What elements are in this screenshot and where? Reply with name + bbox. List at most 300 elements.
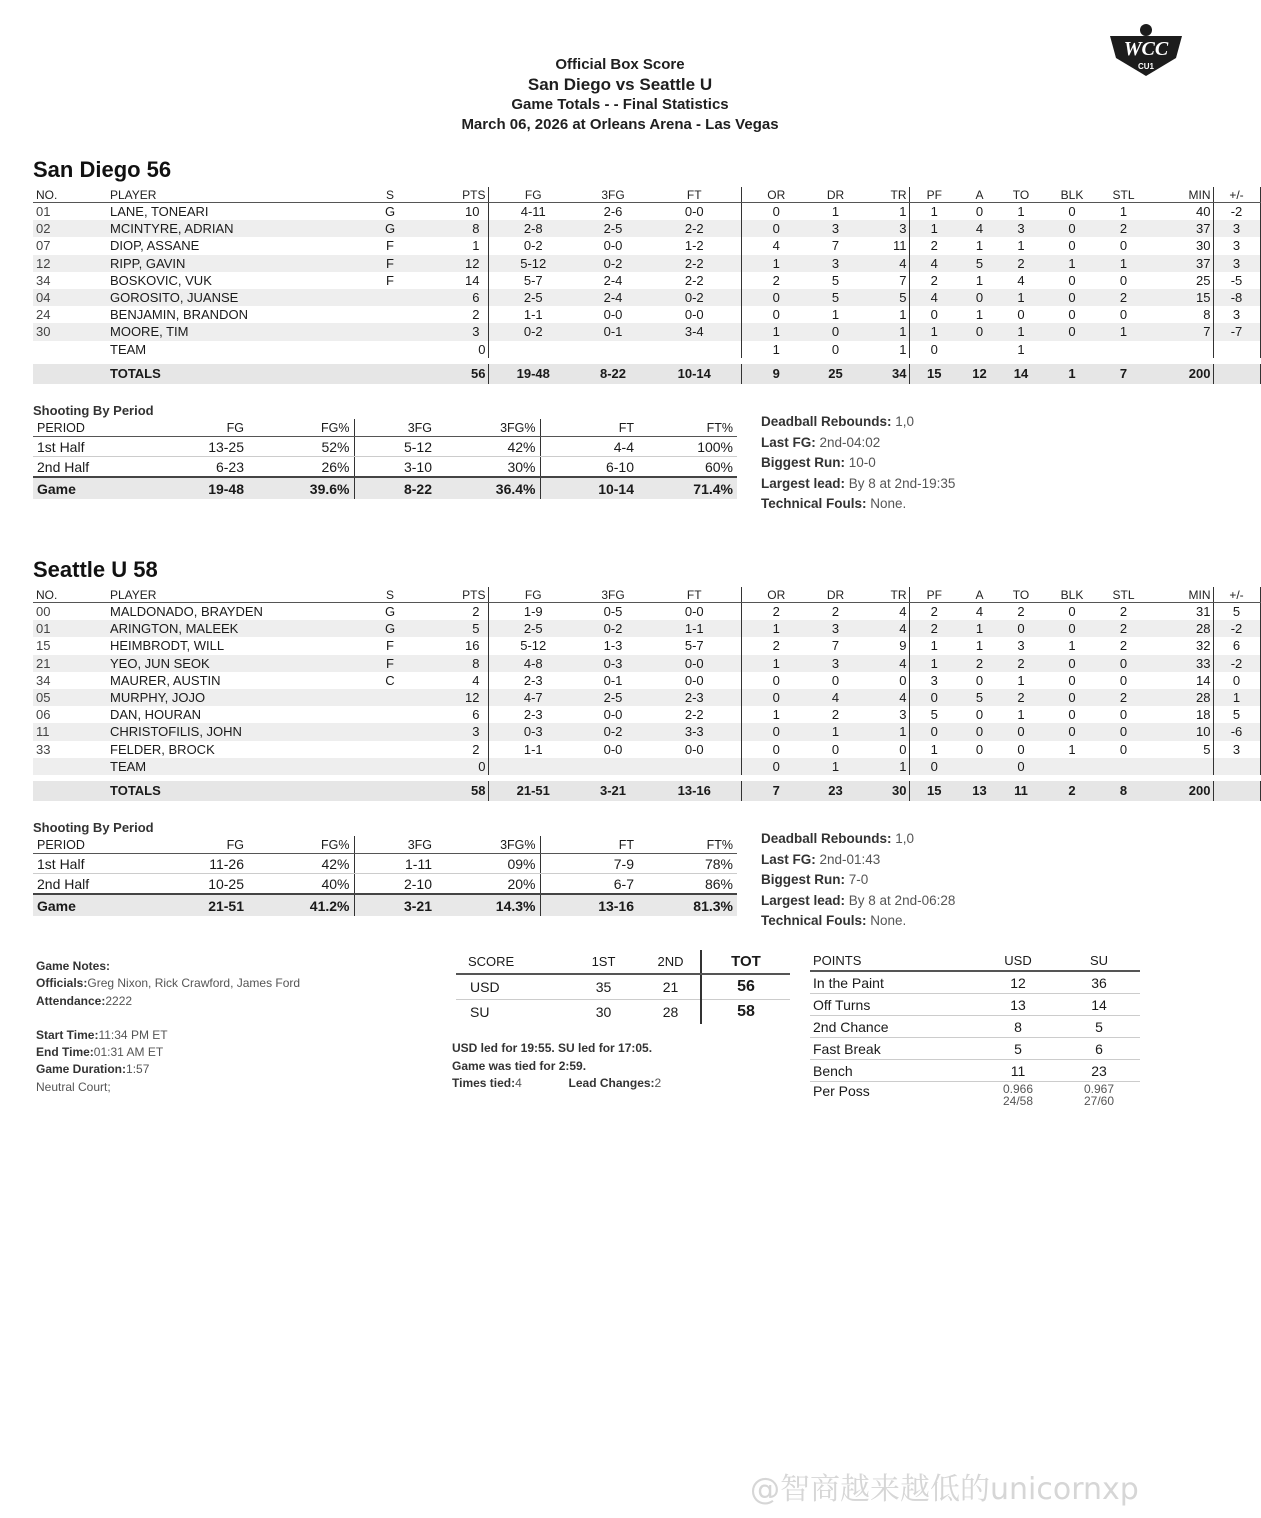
cell-ft: 13-16 xyxy=(648,778,741,801)
team2-box-score xyxy=(33,587,1261,801)
sbp-cell-fg: 6-23 xyxy=(215,458,244,475)
points-header-row xyxy=(810,950,1140,971)
cell-min: 200 xyxy=(1145,361,1213,384)
note-line xyxy=(761,474,955,495)
cell-player: MAURER, AUSTIN xyxy=(110,672,221,688)
cell-3fg xyxy=(578,341,648,361)
cell-no: 12 xyxy=(33,255,88,272)
cell-no: 21 xyxy=(33,655,88,672)
logo-text: WCC xyxy=(1123,38,1169,60)
sbp-header-fg: FG xyxy=(128,836,248,854)
cell-plusminus: 6 xyxy=(1213,637,1260,654)
cell-a: 13 xyxy=(959,778,1000,801)
cell-a: 0 xyxy=(975,204,984,220)
cell-pf: 2 xyxy=(909,620,959,637)
score-team-su: SU xyxy=(470,1004,490,1020)
cell-no: 06 xyxy=(36,707,51,723)
cell-ft: 0-0 xyxy=(648,655,741,672)
cell-fg: 19-48 xyxy=(488,361,578,384)
team1-game-notes xyxy=(761,412,955,515)
cell-pts: 1 xyxy=(420,237,488,254)
player-row xyxy=(33,723,1260,740)
cell-pts: 3 xyxy=(420,723,488,740)
sbp-cell-fg-pct: 52% xyxy=(248,437,354,457)
cell-ft: 0-0 xyxy=(648,603,741,621)
sbp-row xyxy=(33,854,737,874)
cell-fg: 2-3 xyxy=(523,707,543,723)
cell-stl: 7 xyxy=(1102,361,1145,384)
cell-ft: 0-0 xyxy=(648,672,741,689)
cell-to: 2 xyxy=(1000,255,1042,272)
points-value: 13 xyxy=(978,994,1058,1016)
cell-a xyxy=(959,341,1000,361)
cell-min: 5 xyxy=(1145,741,1213,758)
cell-3fg: 2-6 xyxy=(603,204,623,220)
score-header-tot: TOT xyxy=(701,950,790,974)
sbp-game-fg-pct: 41.2% xyxy=(248,894,354,916)
cell-pos: F xyxy=(386,238,394,254)
player-row xyxy=(33,620,1260,637)
sbp-header-3fg-pct: 3FG% xyxy=(436,836,540,854)
report-title: Official Box Score xyxy=(555,56,685,73)
score-su-2nd: 28 xyxy=(662,1004,679,1020)
cell-pf: 2 xyxy=(930,272,938,288)
cell-3fg: 2-4 xyxy=(603,272,623,288)
cell-min: 10 xyxy=(1145,723,1213,740)
cell-or: 7 xyxy=(741,778,811,801)
cell-ft: 0-0 xyxy=(648,306,741,323)
points-value: 5 xyxy=(1058,1016,1140,1038)
points-row xyxy=(810,994,1140,1016)
cell-3fg: 0-2 xyxy=(578,255,648,272)
cell-no: 02 xyxy=(33,220,88,237)
col-header-3fg: 3FG xyxy=(578,587,648,603)
cell-to: 3 xyxy=(1000,220,1042,237)
cell-or: 0 xyxy=(741,758,811,778)
cell-pos xyxy=(360,706,420,723)
cell-dr: 25 xyxy=(811,361,860,384)
cell-to: 14 xyxy=(1000,361,1042,384)
points-value: 11 xyxy=(978,1060,1058,1082)
col-header-pf: PF xyxy=(909,587,959,603)
cell-pos xyxy=(360,758,420,778)
cell-a: 1 xyxy=(975,238,984,254)
cell-a: 1 xyxy=(975,638,984,654)
cell-dr: 7 xyxy=(831,638,840,654)
cell-fg: 0-3 xyxy=(488,723,578,740)
cell-pts: 56 xyxy=(420,361,488,384)
sbp-cell-fg: 10-25 xyxy=(208,875,244,892)
cell-blk: 0 xyxy=(1042,620,1102,637)
cell-plusminus: 3 xyxy=(1213,220,1260,237)
cell-pos xyxy=(360,289,420,306)
cell-fg: 5-12 xyxy=(488,255,578,272)
sbp-cell-fg-pct: 26% xyxy=(248,457,354,478)
cell-fg: 5-12 xyxy=(520,638,547,654)
cell-dr: 1 xyxy=(831,204,840,220)
cell-a: 4 xyxy=(959,220,1000,237)
cell-or: 0 xyxy=(772,672,780,688)
points-value: 36 xyxy=(1058,971,1140,994)
cell-a: 0 xyxy=(975,707,984,723)
cell-or: 9 xyxy=(741,361,811,384)
cell-player: FELDER, BROCK xyxy=(110,741,215,757)
sbp-cell-3fg: 2-10 xyxy=(403,875,432,892)
cell-player: TEAM xyxy=(88,341,360,361)
col-header-min: MIN xyxy=(1145,187,1213,203)
cell-3fg: 0-0 xyxy=(603,707,623,723)
note-value: By 8 at 2nd-19:35 xyxy=(845,475,956,491)
cell-tr: 3 xyxy=(860,706,909,723)
cell-tr: 1 xyxy=(860,341,909,361)
sbp-cell-3fg-pct: 30% xyxy=(436,457,540,478)
cell-to: 1 xyxy=(1017,707,1025,723)
cell-min xyxy=(1145,341,1213,361)
cell-player: TOTALS xyxy=(88,778,360,801)
cell-pts: 2 xyxy=(420,603,488,621)
cell-player: MALDONADO, BRAYDEN xyxy=(110,604,263,620)
cell-no xyxy=(33,778,88,801)
cell-player: YEO, JUN SEOK xyxy=(88,655,360,672)
sbp-game-period: Game xyxy=(33,477,128,499)
cell-3fg: 0-0 xyxy=(603,741,623,757)
points-category: 2nd Chance xyxy=(810,1016,978,1038)
cell-blk: 0 xyxy=(1068,238,1076,254)
col-header-blk: BLK xyxy=(1042,587,1102,603)
lead-time-line: USD led for 19:55. SU led for 17:05. xyxy=(452,1041,653,1055)
cell-fg: 2-5 xyxy=(488,289,578,306)
note-label: Technical Fouls: xyxy=(761,496,867,512)
cell-ft: 1-1 xyxy=(648,620,741,637)
cell-pos xyxy=(360,361,420,384)
cell-pos: G xyxy=(384,604,396,620)
cell-fg: 2-3 xyxy=(523,672,543,688)
player-row xyxy=(33,741,1260,758)
team2-shooting-by-period xyxy=(33,836,737,916)
cell-dr: 5 xyxy=(831,272,840,288)
col-header-plusminus: +/- xyxy=(1213,587,1260,603)
cell-blk: 0 xyxy=(1068,307,1076,323)
score-usd-tot: 56 xyxy=(701,974,790,1000)
col-header-no: NO. xyxy=(33,587,88,603)
cell-to: 0 xyxy=(1000,620,1042,637)
cell-plusminus: -8 xyxy=(1213,289,1260,306)
cell-tr: 3 xyxy=(860,220,909,237)
team2-title: Seattle U 58 xyxy=(33,557,158,582)
col-header-pos: S xyxy=(360,187,420,203)
points-value: 5 xyxy=(978,1038,1058,1060)
cell-min: 15 xyxy=(1145,289,1213,306)
cell-blk: 0 xyxy=(1042,689,1102,706)
cell-player: CHRISTOFILIS, JOHN xyxy=(88,723,360,740)
cell-pos: G xyxy=(360,220,420,237)
sbp-row xyxy=(33,437,737,457)
points-value: 14 xyxy=(1058,994,1140,1016)
cell-no: 34 xyxy=(36,672,51,688)
col-header-to: TO xyxy=(1000,587,1042,603)
cell-stl: 0 xyxy=(1119,238,1128,254)
court-note: Neutral Court; xyxy=(36,1079,111,1094)
cell-plusminus xyxy=(1213,361,1260,384)
cell-3fg: 8-22 xyxy=(578,361,648,384)
cell-stl xyxy=(1102,758,1145,778)
per-poss-label: Per Poss xyxy=(813,1083,870,1099)
note-value: 10-0 xyxy=(845,455,876,471)
points-breakdown xyxy=(810,950,1140,1108)
cell-to: 4 xyxy=(1017,272,1025,288)
cell-3fg: 0-0 xyxy=(603,238,623,254)
cell-3fg: 0-2 xyxy=(578,723,648,740)
note-label: Last FG: xyxy=(761,434,816,450)
note-value: 2nd-01:43 xyxy=(815,851,881,867)
cell-or: 0 xyxy=(741,220,811,237)
cell-dr: 3 xyxy=(811,620,860,637)
cell-ft: 0-0 xyxy=(648,203,741,221)
sbp-cell-fg: 13-25 xyxy=(128,437,248,457)
cell-pts: 0 xyxy=(420,341,488,361)
sbp-header-3fg: 3FG xyxy=(354,419,436,437)
cell-blk: 0 xyxy=(1068,672,1076,688)
points-category: Bench xyxy=(810,1060,978,1082)
cell-fg: 2-5 xyxy=(488,620,578,637)
sbp-game-row xyxy=(33,477,737,499)
col-header-stl: STL xyxy=(1102,587,1145,603)
cell-pf: 1 xyxy=(930,638,938,654)
cell-or: 2 xyxy=(772,604,780,620)
cell-min xyxy=(1145,758,1213,778)
cell-fg: 0-2 xyxy=(523,238,543,254)
cell-stl: 0 xyxy=(1119,272,1128,288)
sbp-header-row xyxy=(33,419,737,437)
col-header-to: TO xyxy=(1000,187,1042,203)
cell-stl: 2 xyxy=(1102,220,1145,237)
cell-pos: G xyxy=(360,620,420,637)
score-header-2nd: 2ND xyxy=(641,950,701,974)
points-value: 6 xyxy=(1058,1038,1140,1060)
cell-dr: 1 xyxy=(811,758,860,778)
note-line xyxy=(761,850,955,871)
cell-plusminus xyxy=(1213,758,1260,778)
cell-dr: 0 xyxy=(831,672,840,688)
sbp-header-fg-pct: FG% xyxy=(248,836,354,854)
cell-ft: 2-2 xyxy=(648,255,741,272)
cell-min: 14 xyxy=(1145,672,1213,689)
note-line xyxy=(761,494,955,515)
cell-dr: 4 xyxy=(811,689,860,706)
cell-3fg: 0-3 xyxy=(578,655,648,672)
player-row xyxy=(33,603,1260,621)
lead-changes-value: 2 xyxy=(654,1076,662,1090)
sbp-cell-3fg: 5-12 xyxy=(354,437,436,457)
cell-or: 2 xyxy=(772,638,780,654)
cell-min: 37 xyxy=(1145,255,1213,272)
cell-to: 2 xyxy=(1000,689,1042,706)
sbp-header-fg: FG xyxy=(128,419,248,437)
cell-a: 2 xyxy=(959,655,1000,672)
col-header-or: OR xyxy=(741,587,811,603)
cell-or: 0 xyxy=(772,204,780,220)
note-label: Biggest Run: xyxy=(761,872,845,888)
points-row xyxy=(810,1038,1140,1060)
col-header-a: A xyxy=(959,587,1000,603)
duration-label: Game Duration: xyxy=(36,1062,127,1077)
col-header-blk: BLK xyxy=(1042,187,1102,203)
cell-pts: 5 xyxy=(420,620,488,637)
cell-a: 0 xyxy=(959,323,1000,340)
cell-player: DAN, HOURAN xyxy=(110,707,202,723)
cell-no: 34 xyxy=(36,272,51,288)
note-value: 1,0 xyxy=(891,831,915,846)
cell-pts: 6 xyxy=(420,706,488,723)
box-header-row xyxy=(33,187,1260,203)
cell-fg: 4-7 xyxy=(488,689,578,706)
score-header-1st: 1ST xyxy=(566,950,641,974)
cell-pts: 2 xyxy=(420,741,488,758)
cell-or: 1 xyxy=(741,620,811,637)
cell-3fg: 3-21 xyxy=(578,778,648,801)
cell-tr: 34 xyxy=(860,361,909,384)
cell-fg xyxy=(488,341,578,361)
cell-no: 01 xyxy=(36,204,51,220)
attendance-value: 2222 xyxy=(105,993,133,1008)
cell-plusminus: 5 xyxy=(1213,706,1260,723)
sbp-header-3fg-pct: 3FG% xyxy=(436,419,540,437)
sbp-row xyxy=(33,457,737,478)
sbp-game-period: Game xyxy=(33,894,128,916)
cell-to: 0 xyxy=(1000,758,1042,778)
cell-tr: 4 xyxy=(860,255,909,272)
note-label: Last FG: xyxy=(761,851,816,867)
cell-plusminus: -7 xyxy=(1213,323,1260,340)
per-poss-su-ratio: 27/60 xyxy=(1083,1094,1115,1108)
sbp-header-ft: FT xyxy=(540,419,638,437)
cell-pf: 2 xyxy=(930,604,938,620)
cell-blk: 0 xyxy=(1042,220,1102,237)
cell-pts: 3 xyxy=(420,323,488,340)
cell-min: 18 xyxy=(1145,706,1213,723)
sbp-cell-3fg-pct: 09% xyxy=(436,854,540,874)
score-su-1st: 30 xyxy=(595,1004,612,1020)
game-date-venue: March 06, 2026 at Orleans Arena - Las Vegas xyxy=(461,116,779,133)
cell-plusminus xyxy=(1213,778,1260,801)
team-row xyxy=(33,758,1260,778)
sbp-cell-3fg-pct: 42% xyxy=(436,437,540,457)
totals-row xyxy=(33,361,1260,384)
sbp-header-3fg: 3FG xyxy=(354,836,436,854)
score-by-half xyxy=(456,950,790,1024)
cell-pf: 0 xyxy=(909,723,959,740)
player-row xyxy=(33,255,1260,272)
cell-no: 24 xyxy=(36,307,51,323)
cell-no: 01 xyxy=(33,620,88,637)
col-header-fg: FG xyxy=(488,187,578,203)
cell-pos xyxy=(360,778,420,801)
cell-pf: 1 xyxy=(909,220,959,237)
cell-a: 4 xyxy=(975,604,984,620)
cell-3fg: 0-5 xyxy=(603,604,623,620)
cell-min: 28 xyxy=(1145,620,1213,637)
note-label: Technical Fouls: xyxy=(761,913,867,929)
cell-no xyxy=(33,341,88,361)
cell-fg: 0-2 xyxy=(488,323,578,340)
cell-stl: 1 xyxy=(1119,204,1128,220)
tied-time-line: Game was tied for 2:59. xyxy=(452,1058,587,1073)
cell-dr: 3 xyxy=(811,655,860,672)
cell-tr: 4 xyxy=(860,689,909,706)
cell-or: 0 xyxy=(741,289,811,306)
cell-a: 1 xyxy=(975,307,984,323)
cell-ft: 0-0 xyxy=(648,741,741,758)
cell-pts: 58 xyxy=(420,778,488,801)
sbp-game-3fg-pct: 36.4% xyxy=(436,477,540,499)
sbp-game-fg: 21-51 xyxy=(128,894,248,916)
cell-player: TEAM xyxy=(88,758,360,778)
col-header-pts: PTS xyxy=(420,587,488,603)
points-header: USD xyxy=(978,950,1058,971)
cell-3fg: 0-0 xyxy=(603,307,623,323)
cell-or: 1 xyxy=(772,707,780,723)
cell-min: 40 xyxy=(1145,203,1213,221)
cell-player: TOTALS xyxy=(88,361,360,384)
cell-pts: 8 xyxy=(420,220,488,237)
times-tied-label: Times tied: xyxy=(452,1076,516,1090)
sbp-cell-ft: 6-7 xyxy=(613,875,634,892)
cell-no: 05 xyxy=(33,689,88,706)
col-header-player: PLAYER xyxy=(88,587,360,603)
cell-plusminus: 3 xyxy=(1213,237,1260,254)
cell-pf: 0 xyxy=(909,758,959,778)
cell-tr: 1 xyxy=(860,758,909,778)
cell-no xyxy=(33,361,88,384)
cell-tr: 1 xyxy=(860,723,909,740)
cell-dr: 5 xyxy=(811,289,860,306)
cell-no: 07 xyxy=(36,238,51,254)
cell-min: 31 xyxy=(1145,603,1213,621)
cell-ft: 10-14 xyxy=(648,361,741,384)
cell-or: 0 xyxy=(741,723,811,740)
cell-min: 33 xyxy=(1145,655,1213,672)
logo-subtext: CU1 xyxy=(1137,62,1155,71)
sbp-header-row xyxy=(33,836,737,854)
cell-pos xyxy=(360,323,420,340)
cell-pts: 2 xyxy=(420,306,488,323)
cell-player: MOORE, TIM xyxy=(88,323,360,340)
player-row xyxy=(33,655,1260,672)
sbp-cell-ft: 7-9 xyxy=(540,854,638,874)
cell-stl: 2 xyxy=(1102,689,1145,706)
cell-stl: 0 xyxy=(1119,707,1128,723)
cell-dr: 3 xyxy=(811,255,860,272)
cell-dr: 1 xyxy=(811,723,860,740)
cell-to: 3 xyxy=(1017,638,1025,654)
col-header-no: NO. xyxy=(33,187,88,203)
sbp-header-period: PERIOD xyxy=(33,836,128,854)
team1-box-score xyxy=(33,187,1261,384)
sbp-cell-ft-pct: 86% xyxy=(704,875,733,892)
box-header-row xyxy=(33,587,1260,603)
matchup-title: San Diego vs Seattle U xyxy=(527,75,713,94)
cell-ft: 2-2 xyxy=(648,220,741,237)
sbp-cell-period: 2nd Half xyxy=(37,875,90,892)
score-usd-2nd: 21 xyxy=(641,974,701,1000)
cell-tr: 1 xyxy=(860,323,909,340)
cell-pf: 2 xyxy=(930,238,938,254)
cell-stl: 2 xyxy=(1119,604,1128,620)
cell-plusminus: -2 xyxy=(1213,620,1260,637)
sbp-header-fg-pct: FG% xyxy=(248,419,354,437)
cell-pos: F xyxy=(386,272,394,288)
game-notes xyxy=(36,958,300,1096)
